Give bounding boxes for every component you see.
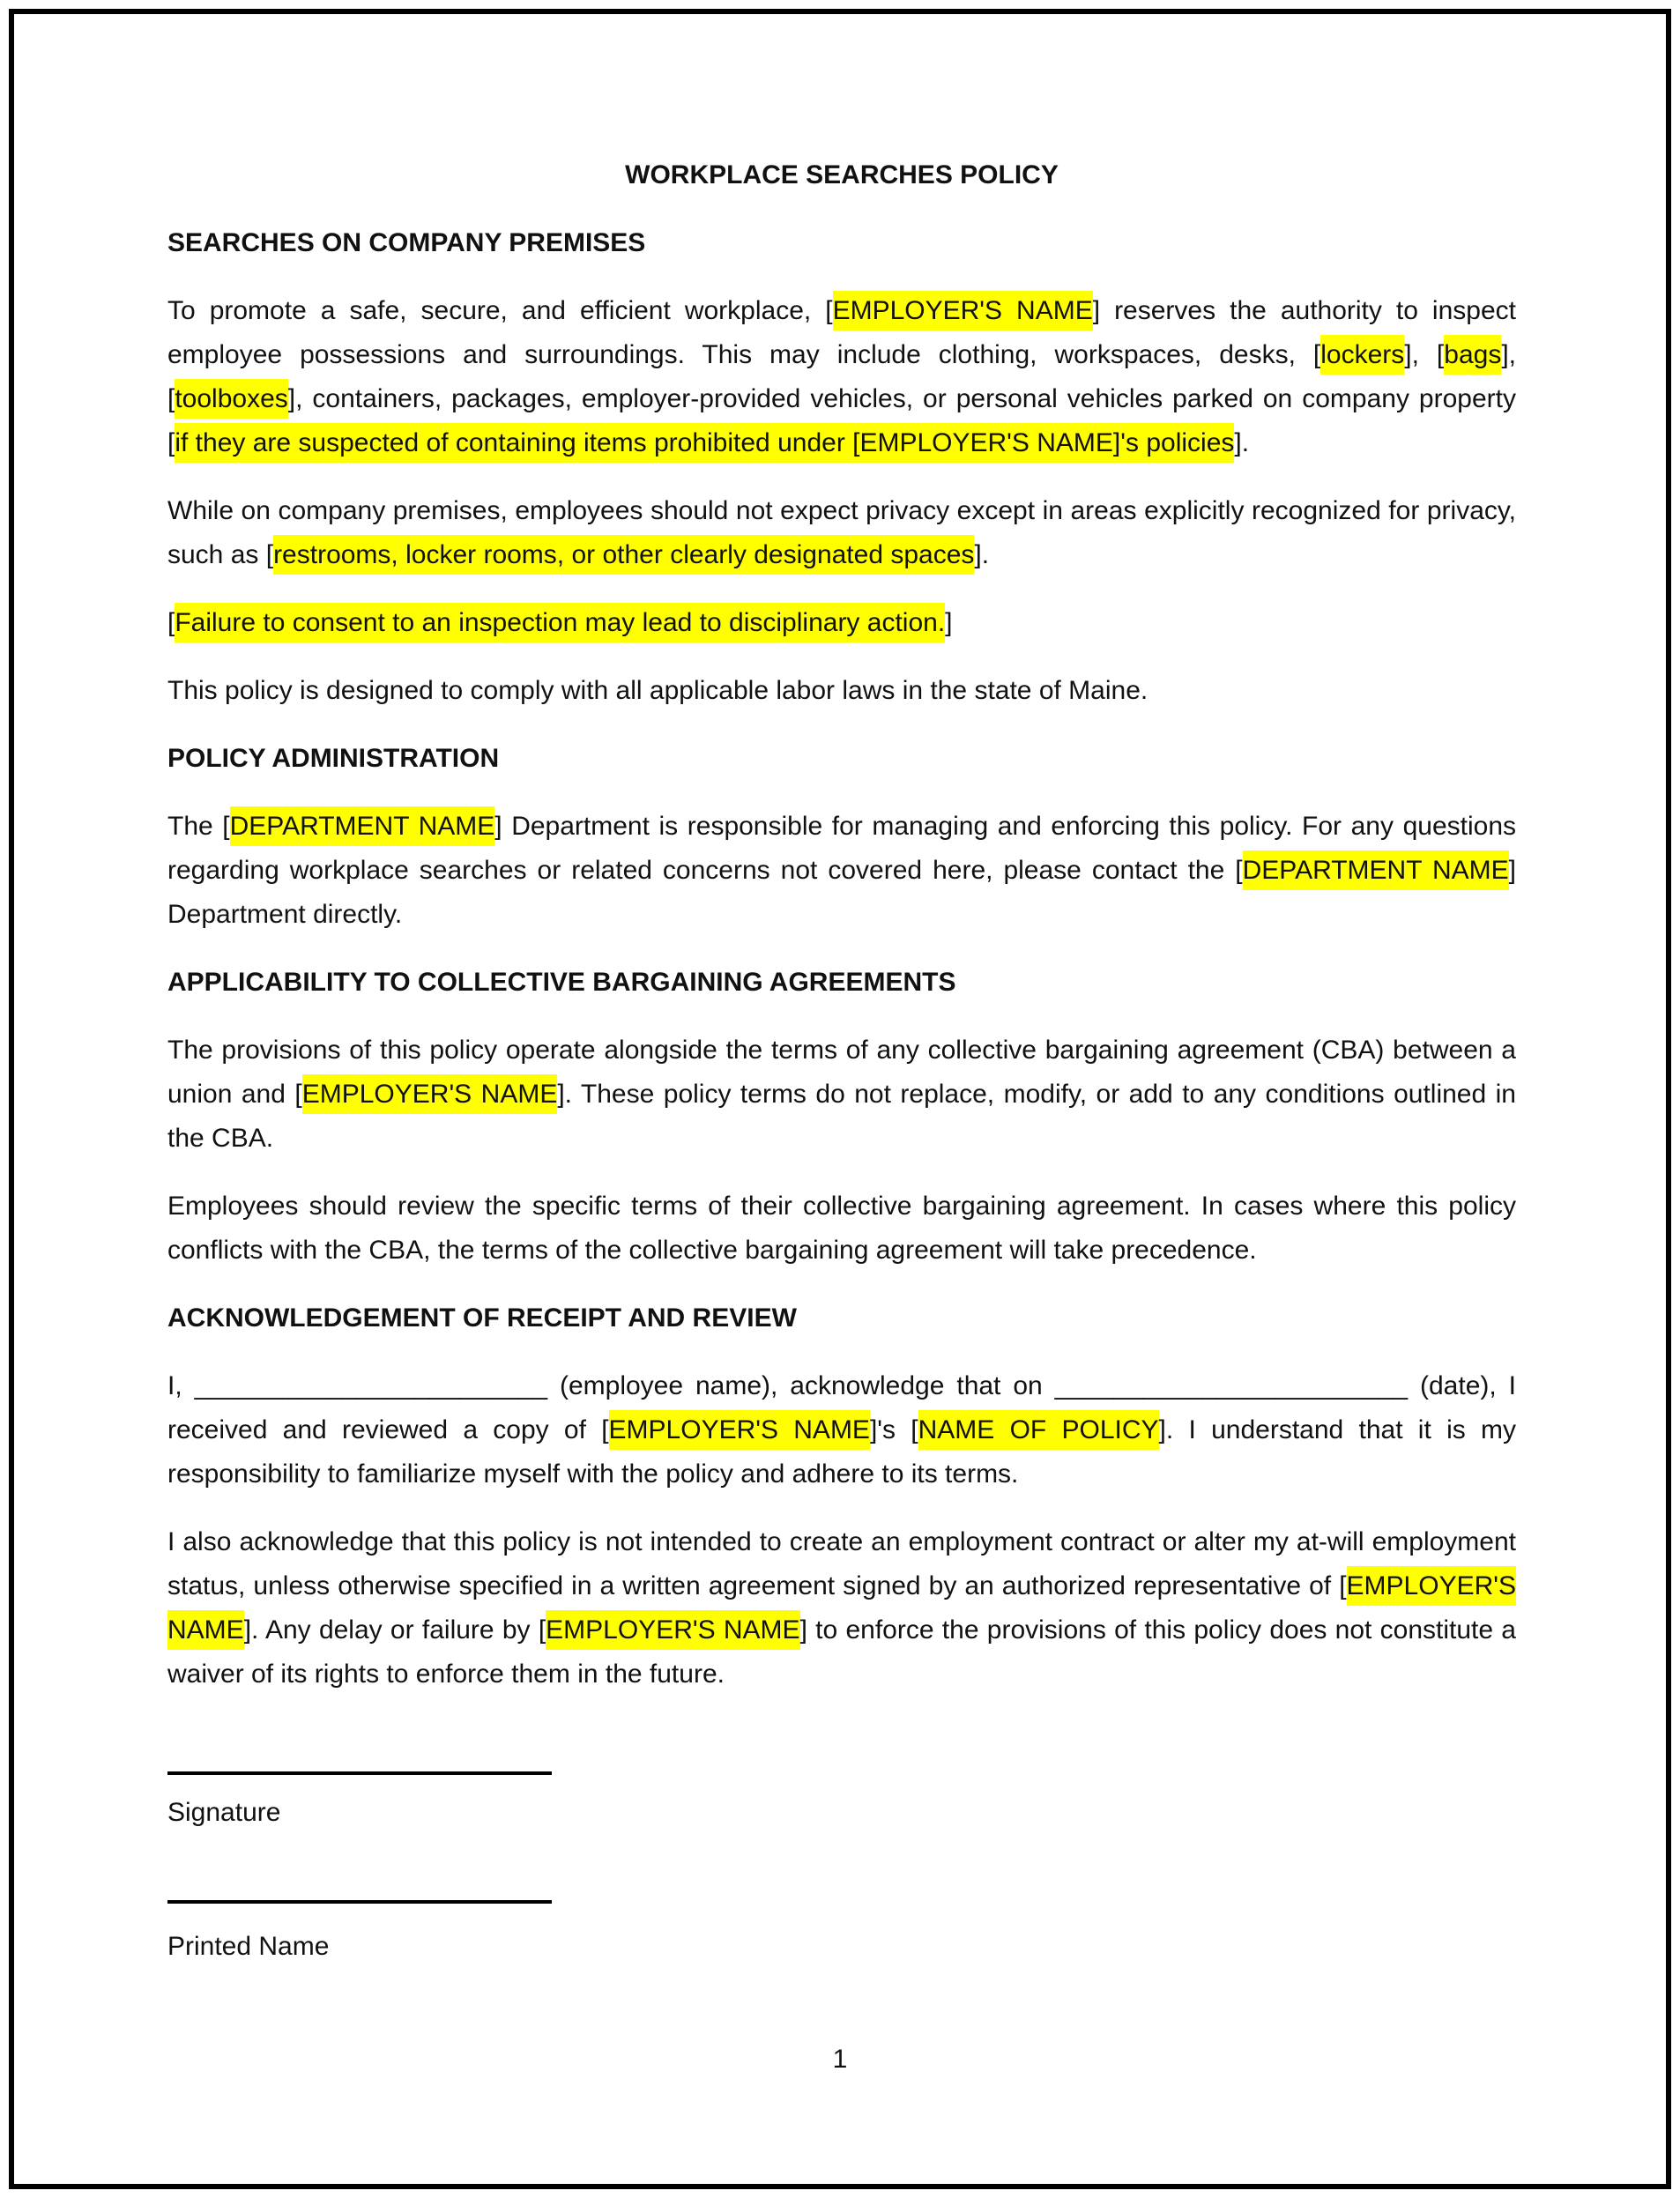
section-heading-collective-bargaining: APPLICABILITY TO COLLECTIVE BARGAINING AGREEMENTS (167, 968, 956, 997)
section-heading-policy-administration: POLICY ADMINISTRATION (167, 744, 500, 773)
text-run: ]. Any delay or failure by [ (243, 1615, 546, 1645)
paragraph-at-will-disclaimer (167, 1520, 1516, 1697)
text-run: I also acknowledge that this policy is not intended to create an employment contract or alter my at-will employment status, unless otherwise specified in a written agreement signed by an authorized representative of [ (167, 1527, 1516, 1600)
paragraph-labor-law-compliance (167, 669, 1516, 713)
text-run: This policy is designed to comply with all applicable labor laws in the state of Maine. (167, 676, 1148, 705)
paragraph-cba-provisions (167, 1028, 1516, 1161)
highlighted-placeholder-text: DEPARTMENT NAME (230, 806, 495, 846)
text-run: ]. (1234, 428, 1250, 457)
page-number: 1 (832, 2045, 848, 2074)
text-run: ]. I understand that it is my responsibility to familiarize myself with the policy and adhere to its terms. (167, 1415, 1516, 1489)
text-run: ] (945, 608, 953, 637)
text-run: To promote a safe, secure, and efficient workplace, [ (167, 296, 833, 325)
text-run: I, ________________________ (employee name), acknowledge that on ________________________ (date), I received and reviewed a copy of [ (167, 1371, 1516, 1444)
printed-name-line (167, 1900, 552, 1904)
paragraph-cba-precedence (167, 1184, 1516, 1273)
text-run: The provisions of this policy operate alongside the terms of any collective bargaining agreement (CBA) between a union and [ (167, 1036, 1516, 1109)
paragraph-failure-to-consent (167, 601, 1516, 645)
text-run: [ (167, 608, 175, 637)
text-run: ]. (974, 540, 990, 569)
highlighted-placeholder-text: lockers (1320, 335, 1404, 375)
highlighted-placeholder-text: bags (1444, 335, 1501, 375)
signature-label: Signature (167, 1798, 281, 1827)
text-run: While on company premises, employees should not expect privacy except in areas explicitly recognized for privacy, such as [ (167, 496, 1516, 569)
text-run: ] Department directly. (167, 856, 1517, 929)
highlighted-placeholder-text: Failure to consent to an inspection may lead to disciplinary action. (175, 603, 945, 642)
document-content (167, 0, 1516, 1969)
text-run: ] Department is responsible for managing and enforcing this policy. For any questions regarding workplace searches or related concerns not covered here, please contact the [ (167, 812, 1517, 885)
document-title: WORKPLACE SEARCHES POLICY (625, 160, 1059, 189)
paragraph-acknowledgement-receipt (167, 1364, 1516, 1496)
paragraph-department-responsibility (167, 805, 1516, 937)
text-run: ] reserves the authority to inspect employee possessions and surroundings. This may include clothing, workspaces, desks, [ (167, 296, 1516, 369)
highlighted-placeholder-text: EMPLOYER'S NAME (833, 291, 1093, 330)
highlighted-placeholder-text: EMPLOYER'S NAME (302, 1074, 558, 1114)
text-run: ]. These policy terms do not replace, modify, or add to any conditions outlined in the CBA. (167, 1080, 1516, 1153)
text-run: ], [ (167, 340, 1516, 413)
highlighted-placeholder-text: restrooms, locker rooms, or other clearly designated spaces (273, 535, 974, 575)
highlighted-placeholder-text: toolboxes (175, 379, 287, 419)
highlighted-placeholder-text: EMPLOYER'S NAME (167, 1566, 1516, 1650)
paragraph-search-scope (167, 289, 1516, 465)
highlighted-placeholder-text: EMPLOYER'S NAME (609, 1410, 870, 1450)
signature-line (167, 1771, 552, 1775)
text-run: ], containers, packages, employer-provided vehicles, or personal vehicles parked on company property [ (167, 384, 1516, 457)
text-run: ], [ (1404, 340, 1445, 369)
printed-name-label: Printed Name (167, 1932, 330, 1961)
highlighted-placeholder-text: NAME OF POLICY (918, 1410, 1159, 1450)
paragraph-privacy-expectation (167, 489, 1516, 577)
highlighted-placeholder-text: if they are suspected of containing items prohibited under [EMPLOYER'S NAME]'s policies (175, 423, 1234, 463)
text-run: The [ (167, 812, 230, 841)
section-heading-searches-on-company-premises: SEARCHES ON COMPANY PREMISES (167, 228, 646, 257)
highlighted-placeholder-text: EMPLOYER'S NAME (546, 1610, 799, 1650)
text-run: Employees should review the specific terms of their collective bargaining agreement. In cases where this policy conflicts with the CBA, the terms of the collective bargaining agreement will take precedence. (167, 1192, 1516, 1265)
text-run: ]'s [ (869, 1415, 918, 1444)
highlighted-placeholder-text: DEPARTMENT NAME (1243, 850, 1509, 890)
text-run: ] to enforce the provisions of this policy does not constitute a waiver of its rights to enforce them in the future. (167, 1615, 1516, 1689)
section-heading-acknowledgement: ACKNOWLEDGEMENT OF RECEIPT AND REVIEW (167, 1303, 797, 1333)
